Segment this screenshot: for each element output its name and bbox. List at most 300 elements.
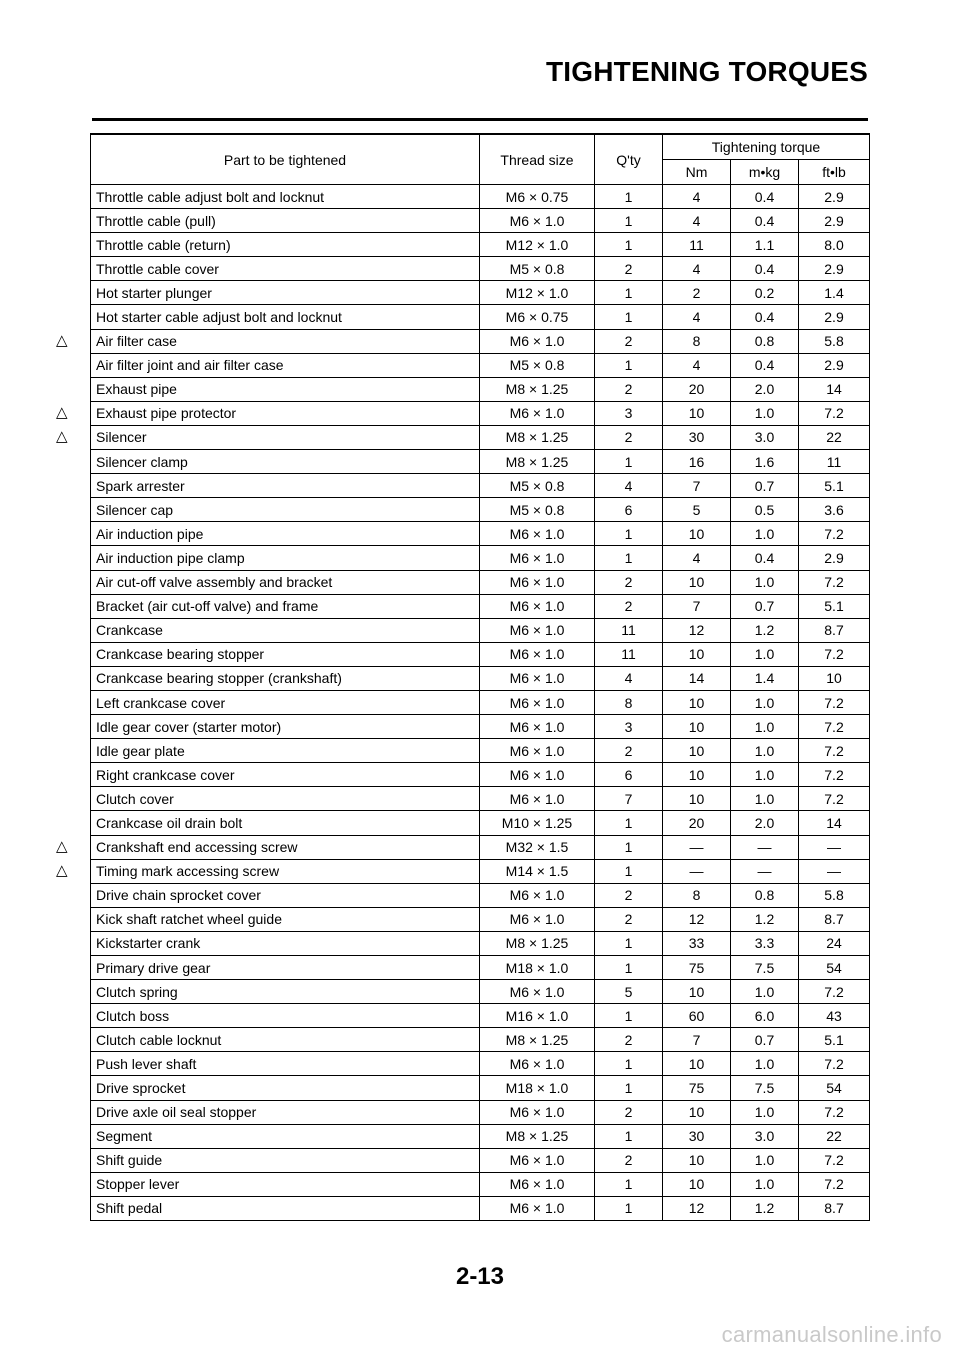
cell-mkg: —: [731, 859, 799, 883]
cell-qty: 3: [595, 715, 663, 739]
watermark: carmanualsonline.info: [721, 1322, 942, 1347]
cell-mkg: —: [731, 835, 799, 859]
cell-nm: 7: [663, 474, 731, 498]
cell-ftlb: 2.9: [799, 185, 870, 209]
table-row: [91, 353, 870, 377]
cell-ftlb: 2.9: [799, 305, 870, 329]
cell-part: Air induction pipe: [91, 522, 480, 546]
table-row: [91, 931, 870, 955]
table-row: [91, 1100, 870, 1124]
cell-part: Exhaust pipe protector: [91, 401, 480, 425]
table-row: [91, 1052, 870, 1076]
cell-mkg: 1.0: [731, 1052, 799, 1076]
cell-ftlb: 2.9: [799, 546, 870, 570]
table-row: [91, 642, 870, 666]
cell-qty: 1: [595, 281, 663, 305]
cell-ftlb: 5.8: [799, 329, 870, 353]
cell-nm: 10: [663, 1172, 731, 1196]
cell-mkg: 0.7: [731, 474, 799, 498]
cell-thread-size: M5 × 0.8: [480, 498, 595, 522]
cell-mkg: 1.2: [731, 618, 799, 642]
cell-qty: 1: [595, 546, 663, 570]
cell-thread-size: M18 × 1.0: [480, 956, 595, 980]
cell-nm: 60: [663, 1004, 731, 1028]
cell-mkg: 0.7: [731, 594, 799, 618]
cell-nm: 30: [663, 425, 731, 449]
cell-part: Push lever shaft: [91, 1052, 480, 1076]
cell-ftlb: 7.2: [799, 1100, 870, 1124]
cell-qty: 2: [595, 1028, 663, 1052]
cell-qty: 8: [595, 690, 663, 714]
table-row: [91, 425, 870, 449]
cell-nm: 4: [663, 209, 731, 233]
cell-qty: 4: [595, 666, 663, 690]
cell-mkg: 1.1: [731, 233, 799, 257]
cell-part: Shift guide: [91, 1148, 480, 1172]
cell-nm: 75: [663, 956, 731, 980]
cell-nm: 5: [663, 498, 731, 522]
cell-mkg: 1.0: [731, 1148, 799, 1172]
cell-qty: 1: [595, 956, 663, 980]
cell-ftlb: 5.1: [799, 1028, 870, 1052]
cell-part: Right crankcase cover: [91, 763, 480, 787]
cell-thread-size: M16 × 1.0: [480, 1004, 595, 1028]
cell-ftlb: 1.4: [799, 281, 870, 305]
page-number: 2-13: [455, 1263, 505, 1290]
table-row: [91, 1004, 870, 1028]
table-row: [91, 281, 870, 305]
cell-ftlb: 7.2: [799, 787, 870, 811]
cell-qty: 1: [595, 233, 663, 257]
cell-thread-size: M8 × 1.25: [480, 425, 595, 449]
table-row: [91, 450, 870, 474]
cell-ftlb: 7.2: [799, 715, 870, 739]
cell-thread-size: M32 × 1.5: [480, 835, 595, 859]
cell-thread-size: M10 × 1.25: [480, 811, 595, 835]
cell-qty: 5: [595, 980, 663, 1004]
table-row: [91, 1172, 870, 1196]
cell-thread-size: M14 × 1.5: [480, 859, 595, 883]
cell-part: Air filter joint and air filter case: [91, 353, 480, 377]
cell-mkg: 1.0: [731, 1172, 799, 1196]
page-title: TIGHTENING TORQUES: [546, 56, 868, 87]
cell-nm: 12: [663, 618, 731, 642]
cell-mkg: 1.0: [731, 1100, 799, 1124]
cell-part: Primary drive gear: [91, 956, 480, 980]
change-marker-icon: △: [56, 838, 68, 856]
header-tightening-torque: Tightening torque: [663, 134, 870, 160]
cell-nm: 10: [663, 715, 731, 739]
cell-qty: 1: [595, 1076, 663, 1100]
cell-part: Hot starter plunger: [91, 281, 480, 305]
table-row: [91, 474, 870, 498]
cell-ftlb: 43: [799, 1004, 870, 1028]
table-row: [91, 739, 870, 763]
cell-ftlb: 8.0: [799, 233, 870, 257]
cell-mkg: 6.0: [731, 1004, 799, 1028]
cell-part: Crankcase oil drain bolt: [91, 811, 480, 835]
cell-ftlb: 5.8: [799, 883, 870, 907]
cell-mkg: 1.0: [731, 739, 799, 763]
cell-thread-size: M6 × 1.0: [480, 570, 595, 594]
cell-mkg: 1.0: [731, 642, 799, 666]
cell-part: Silencer cap: [91, 498, 480, 522]
cell-part: Kick shaft ratchet wheel guide: [91, 907, 480, 931]
table-row: [91, 883, 870, 907]
cell-ftlb: 7.2: [799, 690, 870, 714]
cell-ftlb: 2.9: [799, 353, 870, 377]
cell-part: Throttle cable (pull): [91, 209, 480, 233]
cell-part: Spark arrester: [91, 474, 480, 498]
cell-qty: 2: [595, 257, 663, 281]
cell-mkg: 1.0: [731, 980, 799, 1004]
cell-nm: 30: [663, 1124, 731, 1148]
cell-nm: 16: [663, 450, 731, 474]
cell-thread-size: M5 × 0.8: [480, 353, 595, 377]
change-marker-icon: △: [56, 862, 68, 880]
cell-thread-size: M12 × 1.0: [480, 233, 595, 257]
cell-nm: 11: [663, 233, 731, 257]
cell-qty: 2: [595, 329, 663, 353]
cell-nm: 2: [663, 281, 731, 305]
cell-thread-size: M6 × 1.0: [480, 787, 595, 811]
cell-ftlb: 7.2: [799, 739, 870, 763]
cell-ftlb: —: [799, 859, 870, 883]
cell-ftlb: 54: [799, 956, 870, 980]
cell-nm: 10: [663, 1148, 731, 1172]
cell-thread-size: M6 × 0.75: [480, 185, 595, 209]
table-row: [91, 980, 870, 1004]
cell-mkg: 1.0: [731, 787, 799, 811]
cell-qty: 1: [595, 811, 663, 835]
cell-thread-size: M8 × 1.25: [480, 1028, 595, 1052]
cell-mkg: 0.7: [731, 1028, 799, 1052]
cell-thread-size: M12 × 1.0: [480, 281, 595, 305]
cell-thread-size: M6 × 1.0: [480, 401, 595, 425]
cell-ftlb: 8.7: [799, 1196, 870, 1220]
table-row: [91, 329, 870, 353]
cell-part: Drive chain sprocket cover: [91, 883, 480, 907]
cell-mkg: 1.0: [731, 401, 799, 425]
cell-thread-size: M5 × 0.8: [480, 474, 595, 498]
cell-part: Hot starter cable adjust bolt and locknut: [91, 305, 480, 329]
table-row: [91, 1076, 870, 1100]
table-row: [91, 859, 870, 883]
cell-ftlb: 7.2: [799, 522, 870, 546]
cell-nm: 8: [663, 883, 731, 907]
cell-ftlb: 11: [799, 450, 870, 474]
cell-nm: 10: [663, 522, 731, 546]
cell-qty: 7: [595, 787, 663, 811]
cell-ftlb: 7.2: [799, 1172, 870, 1196]
table-row: [91, 690, 870, 714]
cell-mkg: 0.4: [731, 257, 799, 281]
table-row: [91, 763, 870, 787]
cell-part: Segment: [91, 1124, 480, 1148]
cell-thread-size: M6 × 1.0: [480, 1100, 595, 1124]
cell-qty: 2: [595, 1148, 663, 1172]
cell-qty: 1: [595, 1196, 663, 1220]
table-row: [91, 811, 870, 835]
cell-mkg: 2.0: [731, 377, 799, 401]
cell-thread-size: M6 × 1.0: [480, 522, 595, 546]
header-qty: Q'ty: [595, 134, 663, 185]
cell-nm: 7: [663, 594, 731, 618]
cell-qty: 1: [595, 209, 663, 233]
cell-part: Exhaust pipe: [91, 377, 480, 401]
cell-thread-size: M6 × 1.0: [480, 329, 595, 353]
cell-ftlb: 24: [799, 931, 870, 955]
cell-part: Throttle cable (return): [91, 233, 480, 257]
cell-nm: 10: [663, 401, 731, 425]
cell-part: Left crankcase cover: [91, 690, 480, 714]
cell-part: Clutch cover: [91, 787, 480, 811]
cell-nm: 4: [663, 353, 731, 377]
cell-ftlb: 5.1: [799, 594, 870, 618]
cell-thread-size: M6 × 1.0: [480, 690, 595, 714]
table-row: [91, 257, 870, 281]
cell-qty: 1: [595, 1052, 663, 1076]
table-row: [91, 522, 870, 546]
table-row: [91, 305, 870, 329]
cell-nm: 10: [663, 690, 731, 714]
cell-mkg: 0.8: [731, 883, 799, 907]
cell-part: Crankcase bearing stopper (crankshaft): [91, 666, 480, 690]
cell-part: Clutch spring: [91, 980, 480, 1004]
table-body: [91, 185, 870, 1221]
header-nm: Nm: [663, 160, 731, 185]
table-row: [91, 835, 870, 859]
cell-ftlb: 7.2: [799, 1148, 870, 1172]
cell-ftlb: 7.2: [799, 980, 870, 1004]
cell-part: Silencer: [91, 425, 480, 449]
table-row: [91, 618, 870, 642]
cell-mkg: 3.0: [731, 425, 799, 449]
cell-ftlb: 7.2: [799, 763, 870, 787]
cell-nm: 75: [663, 1076, 731, 1100]
cell-qty: 2: [595, 425, 663, 449]
table-row: [91, 1124, 870, 1148]
cell-part: Idle gear cover (starter motor): [91, 715, 480, 739]
cell-qty: 1: [595, 1124, 663, 1148]
cell-qty: 6: [595, 763, 663, 787]
header-ftlb: ft•lb: [799, 160, 870, 185]
cell-qty: 1: [595, 353, 663, 377]
header-mkg: m•kg: [731, 160, 799, 185]
table-row: [91, 1028, 870, 1052]
cell-nm: 10: [663, 1052, 731, 1076]
cell-ftlb: —: [799, 835, 870, 859]
cell-qty: 2: [595, 739, 663, 763]
table-row: [91, 1148, 870, 1172]
table-row: [91, 233, 870, 257]
cell-qty: 1: [595, 1004, 663, 1028]
cell-qty: 1: [595, 522, 663, 546]
cell-qty: 11: [595, 618, 663, 642]
change-marker-icon: △: [56, 428, 68, 446]
cell-nm: —: [663, 835, 731, 859]
cell-nm: —: [663, 859, 731, 883]
table-row: [91, 377, 870, 401]
cell-qty: 1: [595, 185, 663, 209]
cell-ftlb: 14: [799, 377, 870, 401]
cell-thread-size: M5 × 0.8: [480, 257, 595, 281]
cell-part: Crankcase bearing stopper: [91, 642, 480, 666]
cell-mkg: 7.5: [731, 1076, 799, 1100]
cell-thread-size: M6 × 1.0: [480, 1172, 595, 1196]
table-row: [91, 715, 870, 739]
cell-qty: 4: [595, 474, 663, 498]
cell-part: Drive axle oil seal stopper: [91, 1100, 480, 1124]
cell-thread-size: M8 × 1.25: [480, 1124, 595, 1148]
cell-ftlb: 7.2: [799, 1052, 870, 1076]
cell-part: Timing mark accessing screw: [91, 859, 480, 883]
cell-thread-size: M6 × 1.0: [480, 907, 595, 931]
cell-mkg: 0.5: [731, 498, 799, 522]
title-divider: [92, 118, 868, 121]
table-row: [91, 546, 870, 570]
cell-mkg: 1.4: [731, 666, 799, 690]
cell-thread-size: M6 × 1.0: [480, 666, 595, 690]
cell-part: Silencer clamp: [91, 450, 480, 474]
cell-thread-size: M6 × 1.0: [480, 715, 595, 739]
cell-mkg: 0.2: [731, 281, 799, 305]
cell-mkg: 2.0: [731, 811, 799, 835]
table-row: [91, 666, 870, 690]
cell-ftlb: 10: [799, 666, 870, 690]
cell-mkg: 7.5: [731, 956, 799, 980]
cell-thread-size: M6 × 1.0: [480, 739, 595, 763]
cell-ftlb: 8.7: [799, 907, 870, 931]
cell-ftlb: 2.9: [799, 209, 870, 233]
cell-ftlb: 3.6: [799, 498, 870, 522]
cell-nm: 14: [663, 666, 731, 690]
cell-nm: 4: [663, 305, 731, 329]
table-row: [91, 209, 870, 233]
cell-mkg: 1.0: [731, 570, 799, 594]
cell-ftlb: 8.7: [799, 618, 870, 642]
cell-nm: 7: [663, 1028, 731, 1052]
cell-nm: 12: [663, 907, 731, 931]
cell-nm: 10: [663, 787, 731, 811]
cell-nm: 10: [663, 980, 731, 1004]
cell-part: Idle gear plate: [91, 739, 480, 763]
cell-qty: 6: [595, 498, 663, 522]
cell-nm: 33: [663, 931, 731, 955]
cell-qty: 1: [595, 1172, 663, 1196]
cell-qty: 1: [595, 835, 663, 859]
cell-qty: 2: [595, 907, 663, 931]
cell-thread-size: M6 × 1.0: [480, 1196, 595, 1220]
table-row: [91, 956, 870, 980]
cell-nm: 4: [663, 185, 731, 209]
cell-nm: 4: [663, 257, 731, 281]
cell-nm: 10: [663, 739, 731, 763]
cell-part: Bracket (air cut-off valve) and frame: [91, 594, 480, 618]
cell-mkg: 1.0: [731, 715, 799, 739]
cell-nm: 10: [663, 763, 731, 787]
cell-nm: 10: [663, 570, 731, 594]
cell-thread-size: M8 × 1.25: [480, 450, 595, 474]
cell-part: Clutch cable locknut: [91, 1028, 480, 1052]
cell-thread-size: M6 × 1.0: [480, 1148, 595, 1172]
cell-mkg: 0.4: [731, 209, 799, 233]
table-row: [91, 498, 870, 522]
cell-part: Crankshaft end accessing screw: [91, 835, 480, 859]
cell-part: Clutch boss: [91, 1004, 480, 1028]
cell-part: Shift pedal: [91, 1196, 480, 1220]
cell-thread-size: M8 × 1.25: [480, 377, 595, 401]
cell-qty: 2: [595, 594, 663, 618]
cell-qty: 11: [595, 642, 663, 666]
cell-part: Throttle cable cover: [91, 257, 480, 281]
cell-thread-size: M6 × 1.0: [480, 883, 595, 907]
cell-qty: 1: [595, 859, 663, 883]
cell-ftlb: 22: [799, 1124, 870, 1148]
cell-ftlb: 22: [799, 425, 870, 449]
table-row: [91, 787, 870, 811]
header-part: Part to be tightened: [91, 134, 480, 185]
cell-part: Drive sprocket: [91, 1076, 480, 1100]
cell-thread-size: M6 × 1.0: [480, 546, 595, 570]
cell-nm: 20: [663, 811, 731, 835]
cell-qty: 2: [595, 883, 663, 907]
cell-qty: 1: [595, 450, 663, 474]
cell-thread-size: M6 × 1.0: [480, 1052, 595, 1076]
table-row: [91, 570, 870, 594]
cell-ftlb: 7.2: [799, 642, 870, 666]
cell-mkg: 1.2: [731, 1196, 799, 1220]
cell-nm: 10: [663, 1100, 731, 1124]
cell-ftlb: 2.9: [799, 257, 870, 281]
cell-mkg: 1.6: [731, 450, 799, 474]
change-marker-icon: △: [56, 404, 68, 422]
cell-qty: 2: [595, 377, 663, 401]
cell-part: Air induction pipe clamp: [91, 546, 480, 570]
cell-thread-size: M6 × 1.0: [480, 980, 595, 1004]
cell-thread-size: M18 × 1.0: [480, 1076, 595, 1100]
cell-ftlb: 14: [799, 811, 870, 835]
cell-mkg: 0.4: [731, 353, 799, 377]
cell-thread-size: M6 × 1.0: [480, 209, 595, 233]
cell-mkg: 3.0: [731, 1124, 799, 1148]
cell-mkg: 0.8: [731, 329, 799, 353]
cell-ftlb: 7.2: [799, 570, 870, 594]
header-thread-size: Thread size: [480, 134, 595, 185]
cell-thread-size: M6 × 1.0: [480, 594, 595, 618]
table-row: [91, 907, 870, 931]
cell-mkg: 1.0: [731, 522, 799, 546]
cell-mkg: 1.2: [731, 907, 799, 931]
cell-ftlb: 7.2: [799, 401, 870, 425]
table-row: [91, 185, 870, 209]
cell-thread-size: M6 × 1.0: [480, 763, 595, 787]
cell-thread-size: M8 × 1.25: [480, 931, 595, 955]
cell-mkg: 3.3: [731, 931, 799, 955]
cell-part: Throttle cable adjust bolt and locknut: [91, 185, 480, 209]
cell-part: Air filter case: [91, 329, 480, 353]
cell-nm: 10: [663, 642, 731, 666]
table-row: [91, 1196, 870, 1220]
cell-ftlb: 54: [799, 1076, 870, 1100]
cell-qty: 1: [595, 931, 663, 955]
cell-nm: 12: [663, 1196, 731, 1220]
cell-ftlb: 5.1: [799, 474, 870, 498]
cell-mkg: 0.4: [731, 185, 799, 209]
cell-qty: 3: [595, 401, 663, 425]
table-row: [91, 401, 870, 425]
cell-thread-size: M6 × 1.0: [480, 642, 595, 666]
